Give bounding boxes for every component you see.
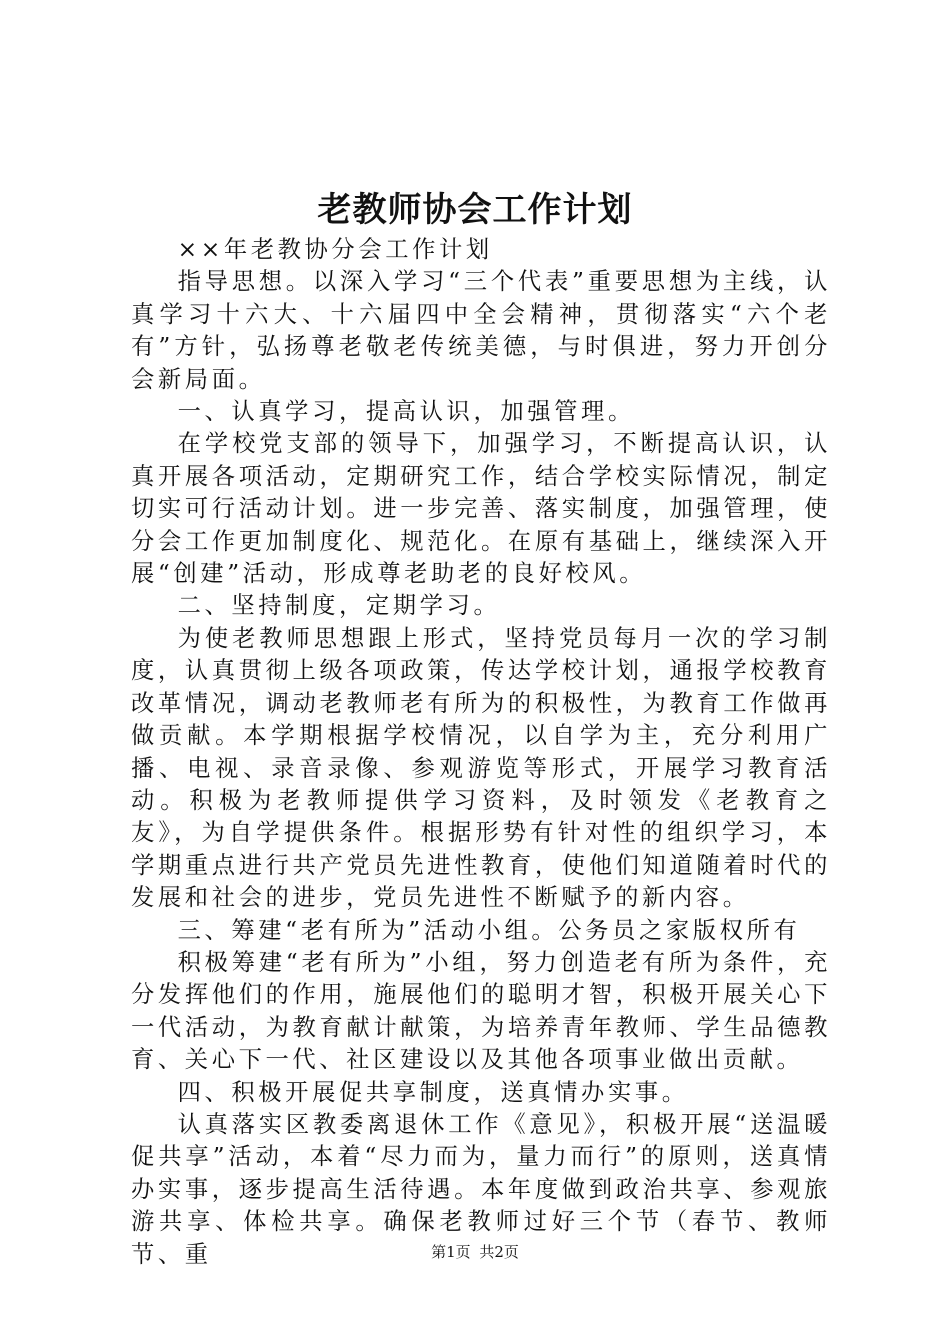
body-paragraph: 认真落实区教委离退休工作《意见》，积极开展“送温暖促共享”活动，本着“尽力而为，量力而行”的原则，送真情办实事，逐步提高生活待遇。本年度做到政治共享、参观旅游共享、体检共享。确保老教师过好三个节（春节、教师节、重: [131, 1110, 831, 1268]
body-paragraph: 积极筹建“老有所为”小组，努力创造老有所为条件，充分发挥他们的作用，施展他们的聪明才智，积极开展关心下一代活动，为教育献计献策，为培养青年教师、学生品德教育、关心下一代、社区建设以及其他各项事业做出贡献。: [131, 948, 831, 1074]
document-body: [131, 234, 831, 1271]
body-paragraph: 在学校党支部的领导下，加强学习，不断提高认识，认真开展各项活动，定期研究工作，结合学校实际情况，制定切实可行活动计划。进一步完善、落实制度，加强管理，使分会工作更加制度化、规范化。在原有基础上，继续深入开展“创建”活动，形成尊老助老的良好校风。: [131, 430, 831, 588]
page-total: 共2页: [479, 1243, 519, 1261]
section-heading-1: 一、认真学习，提高认识，加强管理。: [177, 398, 635, 426]
subtitle-paragraph: ××年老教协分会工作计划: [177, 236, 493, 263]
page-number: 第1页: [431, 1243, 471, 1261]
guiding-thought-paragraph: 指导思想。以深入学习“三个代表”重要思想为主线，认真学习十六大、十六届四中全会精神，贯彻落实“六个老有”方针，弘扬尊老敬老传统美德，与时俱进，努力开创分会新局面。: [131, 268, 831, 393]
body-paragraph: 为使老教师思想跟上形式，坚持党员每月一次的学习制度，认真贯彻上级各项政策，传达学校计划，通报学校教育改革情况，调动老教师老有所为的积极性，为教育工作做再做贡献。本学期根据学校情况，以自学为主，充分利用广播、电视、录音录像、参观游览等形式，开展学习教育活动。积极为老教师提供学习资料，及时领发《老教育之友》，为自学提供条件。根据形势有针对性的组织学习，本学期重点进行共产党员先进性教育，使他们知道随着时代的发展和社会的进步，党员先进性不断赋予的新内容。: [131, 624, 831, 912]
section-heading-2: 二、坚持制度，定期学习。: [177, 592, 501, 620]
page-footer: [0, 1240, 950, 1264]
document-title: 老教师协会工作计划: [317, 190, 633, 230]
section-heading-3: 三、筹建“老有所为”活动小组。公务员之家版权所有: [177, 916, 801, 944]
section-heading-4: 四、积极开展促共享制度，送真情办实事。: [177, 1078, 689, 1106]
